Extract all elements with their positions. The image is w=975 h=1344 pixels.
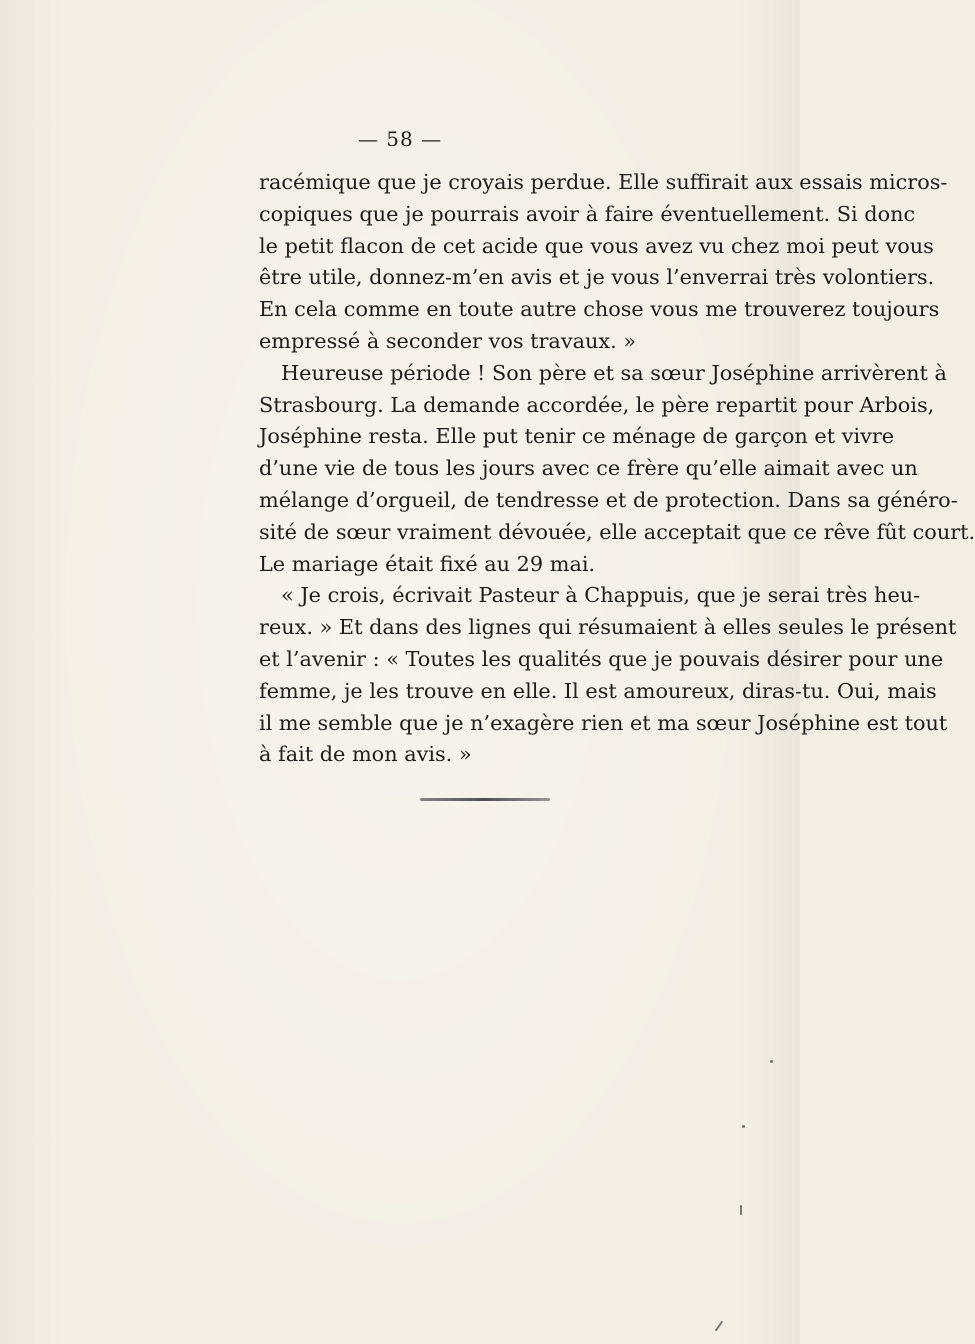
paper-speck [742,1125,745,1128]
text-line: reux. » Et dans des lignes qui résumaient à elles seules le présent [259,615,957,640]
text-line: il me semble que je n’exagère rien et ma sœur Joséphine est tout [259,710,948,735]
paragraph-2 [259,358,975,581]
text-line: En cela comme en toute autre chose vous me trouverez toujours [259,297,940,322]
text-line: mélange d’orgueil, de tendresse et de protection. Dans sa généro- [259,487,958,512]
text-line: le petit flacon de cet acide que vous avez vu chez moi peut vous [259,233,934,258]
paper-speck [715,1321,724,1332]
paragraph-1 [259,167,948,358]
text-line: empressé à seconder vos travaux. » [259,328,637,353]
paper-speck [770,1060,773,1063]
text-line: racémique que je croyais perdue. Elle suffirait aux essais micros- [259,170,948,194]
text-line: être utile, donnez-m’en avis et je vous l’enverrai très volontiers. [259,265,935,290]
text-line: et l’avenir : « Toutes les qualités que je pouvais désirer pour une [259,646,944,671]
text-line: copiques que je pourrais avoir à faire éventuellement. Si donc [259,201,916,226]
text-line: Joséphine resta. Elle put tenir ce ménage de garçon et vivre [259,424,895,449]
decorative-rule [420,798,550,801]
text-line: Strasbourg. La demande accordée, le père repartit pour Arbois, [259,392,935,417]
text-line: à fait de mon avis. » [259,742,472,767]
body-text [259,167,975,771]
paper-speck [740,1205,742,1215]
paragraph-3 [259,580,957,771]
text-line: sité de sœur vraiment dévouée, elle acceptait que ce rêve fût court. [259,519,975,544]
text-line: femme, je les trouve en elle. Il est amoureux, diras-tu. Oui, mais [259,678,937,703]
text-line: Heureuse période ! Son père et sa sœur Joséphine arrivèrent à [281,360,947,385]
text-line: « Je crois, écrivait Pasteur à Chappuis, que je serai très heu- [281,583,921,608]
text-line: d’une vie de tous les jours avec ce frère qu’elle aimait avec un [259,456,918,481]
page-number: — 58 — [357,127,443,151]
text-line: Le mariage était fixé au 29 mai. [259,551,596,576]
